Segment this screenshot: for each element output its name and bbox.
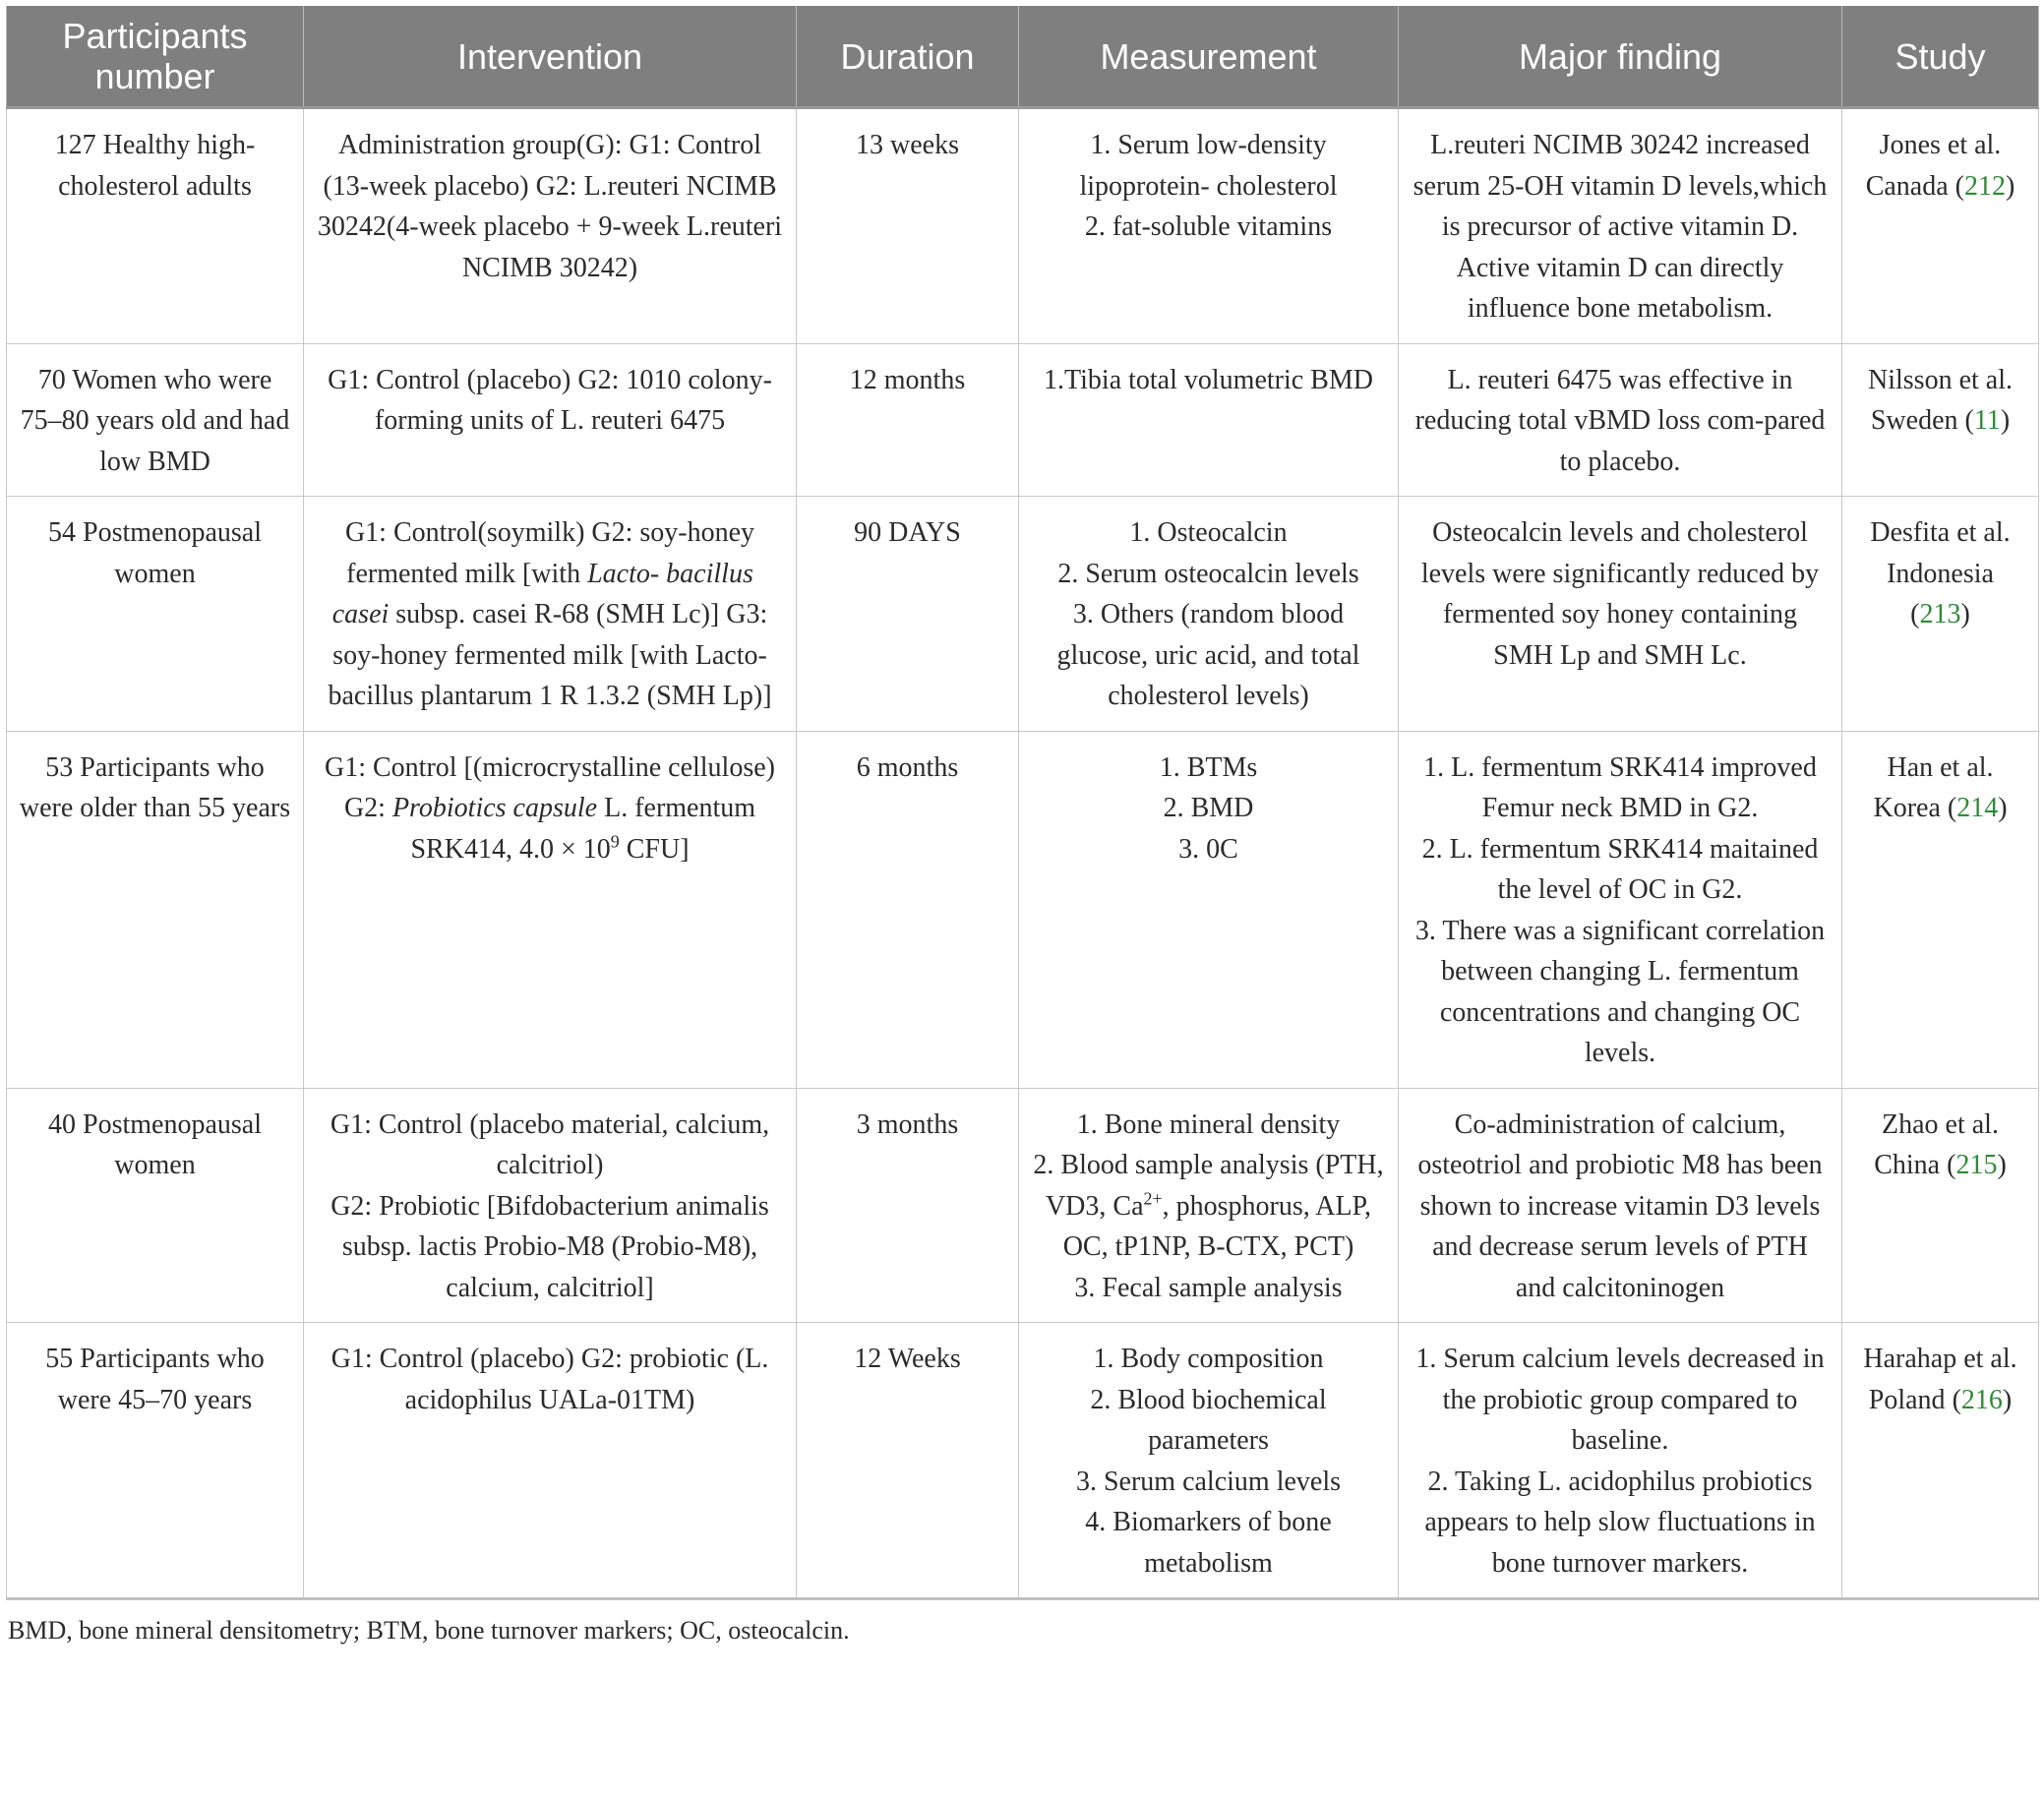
measurement-item: 2. Blood sample analysis (PTH, VD3, $Ca^{2+}$, phosphorus, ALP, OC, tP1NP, B-CTX, PCT): [1033, 1150, 1384, 1262]
finding-item: Osteocalcin levels and cholesterol levels were significantly reduced by fermented soy honey containing SMH Lp and SMH Lc.: [1420, 517, 1820, 671]
finding-item: 2. L. fermentum SRK414 maitained the level of OC in G2.: [1421, 833, 1819, 905]
measurement-cell: [1019, 108, 1399, 344]
study-reference-link[interactable]: 11: [1973, 405, 2001, 436]
participants-cell: 70 Women who were 75–80 years old and had low BMD: [7, 343, 304, 497]
finding-item: 3. There was a significant correlation between changing L. fermentum concentrations and changing OC levels.: [1414, 915, 1826, 1068]
study-text: Harahap et al. Poland: [1863, 1344, 2017, 1415]
studies-table: [6, 6, 2039, 1600]
table-row: [7, 731, 2039, 1088]
measurement-item: 2. Serum osteocalcin levels: [1057, 558, 1359, 589]
study-text: Nilsson et al. Sweden: [1868, 364, 2013, 436]
col-header-major-finding: Major finding: [1399, 6, 1842, 108]
study-cell: Zhao et al. China (215): [1842, 1088, 2039, 1323]
study-reference-link[interactable]: 212: [1963, 170, 2006, 202]
measurement-item: 3. 0C: [1178, 833, 1238, 865]
col-header-intervention: Intervention: [304, 6, 797, 108]
study-reference-link[interactable]: 216: [1960, 1384, 2003, 1415]
duration-cell: 3 months: [797, 1088, 1019, 1323]
measurement-cell: [1019, 343, 1399, 497]
measurement-item: 2. Blood biochemical parameters: [1090, 1384, 1327, 1456]
intervention-cell: [304, 731, 797, 1088]
duration-cell: 12 months: [797, 343, 1019, 497]
participants-cell: 40 Postmenopausal women: [7, 1088, 304, 1323]
intervention-line: G2: Probiotic [Bifdobacterium animalis subsp. lactis Probio-M8 (Probio-M8), calcium, calcitriol]: [331, 1190, 769, 1303]
study-text: Zhao et al. China: [1874, 1108, 1999, 1180]
measurement-cell: [1019, 1088, 1399, 1323]
finding-item: 2. Taking L. acidophilus probiotics appears to help slow fluctuations in bone turnover markers.: [1424, 1466, 1816, 1579]
study-cell: Harahap et al. Poland (216): [1842, 1323, 2039, 1599]
study-cell: Nilsson et al. Sweden (11): [1842, 343, 2039, 497]
measurement-item: 1. Bone mineral density: [1076, 1108, 1341, 1140]
measurement-cell: [1019, 497, 1399, 732]
duration-cell: 12 Weeks: [797, 1323, 1019, 1599]
col-header-measurement: Measurement: [1019, 6, 1399, 108]
col-header-participants: Participants number: [7, 6, 304, 108]
duration-cell: 13 weeks: [797, 108, 1019, 344]
study-reference-link[interactable]: 215: [1955, 1150, 1998, 1180]
finding-cell: [1399, 1088, 1842, 1323]
measurement-item: 4. Biomarkers of bone metabolism: [1085, 1507, 1332, 1579]
study-text: Jones et al. Canada: [1865, 130, 2002, 202]
table-row: [7, 343, 2039, 497]
duration-cell: 6 months: [797, 731, 1019, 1088]
study-reference-link[interactable]: 214: [1956, 793, 1999, 823]
table-row: [7, 108, 2039, 344]
table-footnote: BMD, bone mineral densitometry; BTM, bone turnover markers; OC, osteocalcin.: [8, 1616, 850, 1645]
intervention-line: G1: Control (placebo) G2: 1010 colony-forming units of L. reuteri 6475: [328, 364, 772, 436]
finding-item: L. reuteri 6475 was effective in reducing total vBMD loss com-pared to placebo.: [1414, 364, 1826, 477]
measurement-item: 3. Others (random blood glucose, uric acid, and total cholesterol levels): [1056, 599, 1360, 711]
finding-cell: [1399, 108, 1842, 344]
intervention-cell: [304, 108, 797, 344]
measurement-item: 1. Body composition: [1093, 1344, 1324, 1374]
measurement-cell: [1019, 731, 1399, 1088]
measurement-item: 3. Serum calcium levels: [1075, 1466, 1342, 1497]
study-cell: Han et al. Korea (214): [1842, 731, 2039, 1088]
intervention-cell: [304, 497, 797, 732]
participants-cell: 53 Participants who were older than 55 years: [7, 731, 304, 1088]
intervention-cell: [304, 1088, 797, 1323]
intervention-line: Administration group(G): G1: Control (13-week placebo) G2: L.reuteri NCIMB 30242(4-week placebo + 9-week L.reuteri NCIMB 30242): [317, 130, 783, 283]
intervention-cell: [304, 343, 797, 497]
table-row: [7, 497, 2039, 732]
study-cell: Desfita et al. Indonesia (213): [1842, 497, 2039, 732]
measurement-item: 1. Osteocalcin: [1129, 517, 1288, 548]
finding-item: 1. Serum calcium levels decreased in the probiotic group compared to baseline.: [1415, 1344, 1825, 1456]
intervention-line: G1: Control [(microcrystalline cellulose) G2: Probiotics capsule L. fermentum SRK414, $4.0 \times 10^9$ CFU]: [325, 751, 775, 865]
document: [6, 6, 2038, 1646]
intervention-line: G1: Control (placebo material, calcium, calcitriol): [330, 1108, 770, 1180]
finding-item: L.reuteri NCIMB 30242 increased serum 25-OH vitamin D levels,which is precursor of active vitamin D. Active vitamin D can directly influence bone metabolism.: [1413, 130, 1828, 324]
measurement-item: 1. BTMs: [1159, 751, 1258, 783]
measurement-item: 1.Tibia total volumetric BMD: [1044, 364, 1373, 395]
measurement-item: 1. Serum low-density lipoprotein- cholesterol: [1079, 130, 1338, 202]
measurement-item: 3. Fecal sample analysis: [1074, 1272, 1343, 1303]
col-header-duration: Duration: [797, 6, 1019, 108]
col-header-study: Study: [1842, 6, 2039, 108]
finding-cell: [1399, 497, 1842, 732]
intervention-line: G1: Control(soymilk) G2: soy-honey fermented milk [with Lacto- bacillus casei subsp. casei R-68 (SMH Lc)] G3: soy-honey fermented milk [with Lacto- bacillus plantarum 1 R 1.3.2 (SMH Lp)]: [328, 517, 772, 711]
study-reference-link[interactable]: 213: [1919, 599, 1961, 629]
measurement-cell: [1019, 1323, 1399, 1599]
finding-cell: [1399, 343, 1842, 497]
participants-cell: 54 Postmenopausal women: [7, 497, 304, 732]
intervention-line: G1: Control (placebo) G2: probiotic (L. acidophilus UALa-01TM): [331, 1344, 769, 1415]
table-row: [7, 1088, 2039, 1323]
duration-cell: 90 DAYS: [797, 497, 1019, 732]
finding-cell: [1399, 1323, 1842, 1599]
study-text: Desfita et al. Indonesia: [1870, 517, 2011, 589]
participants-cell: 127 Healthy high-cholesterol adults: [7, 108, 304, 344]
finding-cell: [1399, 731, 1842, 1088]
measurement-item: 2. fat-soluble vitamins: [1084, 211, 1333, 242]
finding-item: 1. L. fermentum SRK414 improved Femur neck BMD in G2.: [1423, 751, 1817, 823]
header-row: [7, 6, 2039, 108]
participants-cell: 55 Participants who were 45–70 years: [7, 1323, 304, 1599]
finding-item: Co-administration of calcium, osteotriol and probiotic M8 has been shown to increase vitamin D3 levels and decrease serum levels of PTH and calcitoninogen: [1417, 1108, 1823, 1303]
study-cell: Jones et al. Canada (212): [1842, 108, 2039, 344]
measurement-item: 2. BMD: [1163, 793, 1254, 823]
intervention-cell: [304, 1323, 797, 1599]
table-row: [7, 1323, 2039, 1599]
study-text: Han et al. Korea: [1873, 751, 1994, 823]
